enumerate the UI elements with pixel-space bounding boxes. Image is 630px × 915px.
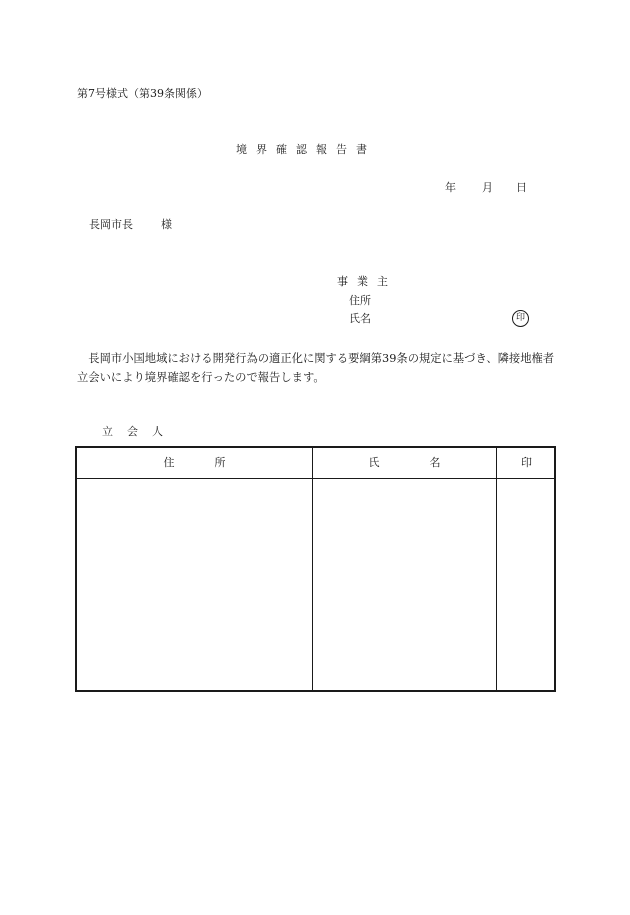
form-number: 第7号様式（第39条関係） xyxy=(77,87,208,100)
seal-mark-icon: 印 xyxy=(512,310,529,327)
table-header-divider xyxy=(77,478,554,479)
addressee-honorific: 様 xyxy=(161,218,172,231)
table-column-divider xyxy=(496,448,497,690)
addressee-name: 長岡市長 xyxy=(89,218,133,231)
applicant-name-label: 氏名 xyxy=(349,312,371,325)
document-title: 境界確認報告書 xyxy=(236,143,376,156)
date-year-label: 年 xyxy=(445,181,456,194)
table-column-divider xyxy=(312,448,313,690)
report-body-text: 長岡市小国地域における開発行為の適正化に関する要綱第39条の規定に基づき、隣接地権者立会いにより境界確認を行ったので報告します。 xyxy=(77,352,555,384)
column-header-seal: 印 xyxy=(521,456,532,469)
witness-table xyxy=(75,446,556,692)
date-day-label: 日 xyxy=(516,181,527,194)
column-header-address: 住所 xyxy=(163,456,266,469)
applicant-heading: 事業主 xyxy=(337,275,397,288)
applicant-address-label: 住所 xyxy=(349,294,371,307)
column-header-name: 氏名 xyxy=(368,456,491,469)
witness-heading: 立会人 xyxy=(102,425,177,438)
date-month-label: 月 xyxy=(482,181,493,194)
